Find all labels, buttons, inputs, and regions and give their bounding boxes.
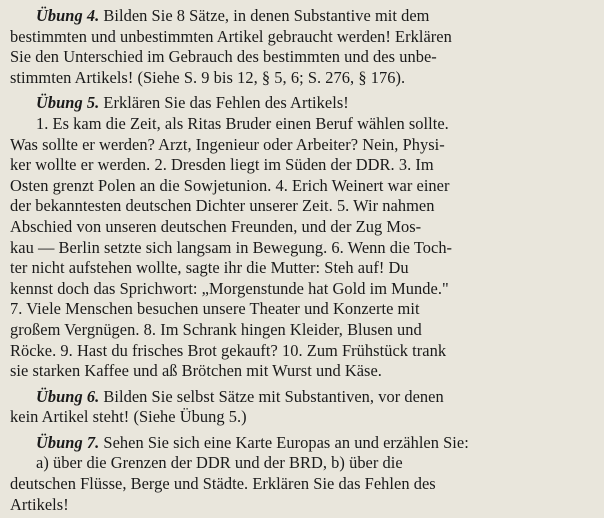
exercise-6-heading: Übung 6. [36, 386, 100, 406]
exercise-4-heading: Übung 4. [36, 6, 100, 25]
exercise-5-line-5: Osten grenzt Polen an die Sowjetunion. 4. Erich Weinert war einer [10, 175, 450, 195]
exercise-7-heading: Übung 7. [36, 432, 100, 452]
exercise-5-line-12: großem Vergnügen. 8. Im Schrank hingen Kleider, Blusen und [10, 319, 422, 339]
exercise-6-line-1 [10, 387, 594, 408]
exercise-5-line-7: Abschied von unseren deutschen Freunden, und der Zug Mos- [10, 216, 422, 236]
exercise-4-instruction: Bilden Sie 8 Sätze, in denen Substantive mit dem [99, 6, 430, 25]
exercise-7-line-1 [10, 433, 594, 454]
exercise-5-instruction: Erklären Sie das Fehlen des Artikels! [99, 93, 349, 113]
exercise-5 [10, 93, 594, 381]
exercise-5-line-3: Was sollte er werden? Arzt, Ingenieur oder Arbeiter? Nein, Physi- [10, 134, 445, 154]
exercise-5-line-13: Röcke. 9. Hast du frisches Brot gekauft? 10. Zum Frühstück trank [10, 340, 447, 360]
exercise-4-line-2: bestimmten und unbestimmten Artikel gebraucht werden! Erklären [10, 26, 452, 46]
exercise-5-line-4: ker wollte er werden. 2. Dresden liegt im Süden der DDR. 3. Im [10, 155, 434, 175]
exercise-5-line-10: kennst doch das Sprichwort: „Morgenstunde hat Gold im Munde." [10, 278, 449, 298]
exercise-6-line-2: kein Artikel steht! (Siehe Übung 5.) [10, 407, 247, 427]
exercise-5-line-11: 7. Viele Menschen besuchen unsere Theater und Konzerte mit [10, 299, 420, 319]
exercise-4-line-1 [10, 6, 594, 27]
exercise-7-line-4: Artikels! [10, 494, 69, 514]
exercise-5-line-8: kau — Berlin setzte sich langsam in Bewegung. 6. Wenn die Toch- [10, 237, 453, 257]
exercise-5-line-14: sie starken Kaffee und aß Brötchen mit Wurst und Käse. [10, 361, 382, 381]
exercise-5-line-2: 1. Es kam die Zeit, als Ritas Bruder einen Beruf wählen sollte. [36, 113, 449, 133]
exercise-4-line-3: Sie den Unterschied im Gebrauch des bestimmten und des unbe- [10, 47, 437, 67]
exercise-5-line-9: ter nicht aufstehen wollte, sagte ihr die Mutter: Steh auf! Du [10, 258, 409, 278]
exercise-7-instruction: Sehen Sie sich eine Karte Europas an und erzählen Sie: [99, 432, 469, 452]
exercise-5-line-6: der bekanntesten deutschen Dichter unserer Zeit. 5. Wir nahmen [10, 196, 435, 216]
exercise-6 [10, 387, 594, 428]
exercise-4 [10, 6, 594, 88]
exercise-7-line-3: deutschen Flüsse, Berge und Städte. Erklären Sie das Fehlen des [10, 474, 436, 494]
exercise-5-line-1 [10, 93, 594, 114]
exercise-6-instruction: Bilden Sie selbst Sätze mit Substantiven, vor denen [99, 386, 444, 406]
exercise-7-line-2: a) über die Grenzen der DDR und der BRD, b) über die [36, 453, 403, 473]
exercise-4-line-4: stimmten Artikels! (Siehe S. 9 bis 12, § 5, 6; S. 276, § 176). [10, 67, 406, 87]
exercise-5-heading: Übung 5. [36, 93, 100, 113]
exercise-7 [10, 433, 594, 515]
